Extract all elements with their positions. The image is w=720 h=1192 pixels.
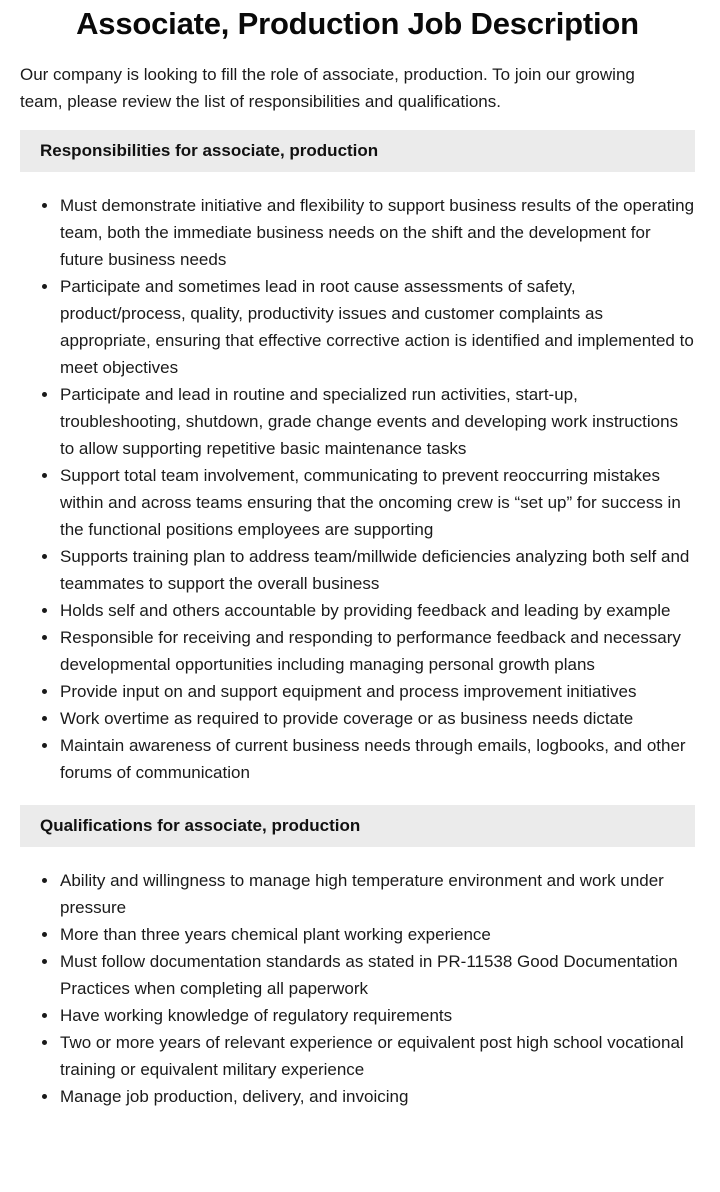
bullet-icon	[42, 635, 47, 640]
intro-paragraph: Our company is looking to fill the role of associate, production. To join our growing team, please review the list of responsibilities and qualifications.	[20, 65, 635, 111]
bullet-icon	[42, 473, 47, 478]
list-item-text: Support total team involvement, communicating to prevent reoccurring mistakes within and across teams ensuring that the oncoming crew is “set up” for success in the functional positions employees are supporting	[60, 466, 681, 539]
list-item	[20, 192, 696, 273]
list-item-text: Must demonstrate initiative and flexibility to support business results of the operating team, both the immediate business needs on the shift and the development for future business needs	[60, 196, 695, 269]
list-item-text: Two or more years of relevant experience or equivalent post high school vocational training or equivalent military experience	[60, 1033, 684, 1079]
list-item	[20, 948, 696, 1002]
list-item	[20, 1029, 696, 1083]
bullet-icon	[42, 743, 47, 748]
bullet-icon	[42, 392, 47, 397]
list-item	[20, 462, 696, 543]
list-item-text: Manage job production, delivery, and invoicing	[60, 1087, 409, 1106]
list-item-text: Maintain awareness of current business needs through emails, logbooks, and other forums of communication	[60, 736, 686, 782]
list-item	[20, 381, 696, 462]
list-item	[20, 705, 696, 732]
bullet-icon	[42, 1040, 47, 1045]
list-item	[20, 624, 696, 678]
bullet-icon	[42, 959, 47, 964]
responsibilities-list	[20, 192, 695, 786]
list-item	[20, 867, 696, 921]
list-item	[20, 273, 696, 381]
list-item-text: Provide input on and support equipment and process improvement initiatives	[60, 682, 637, 701]
bullet-icon	[42, 284, 47, 289]
bullet-icon	[42, 554, 47, 559]
list-item-text: Must follow documentation standards as stated in PR-11538 Good Documentation Practices when completing all paperwork	[60, 952, 678, 998]
bullet-icon	[42, 689, 47, 694]
list-item	[20, 921, 696, 948]
list-item-text: Participate and sometimes lead in root cause assessments of safety, product/process, quality, productivity issues and customer complaints as appropriate, ensuring that effective corrective action is identified and implemented to meet objectives	[60, 277, 694, 377]
list-item-text: Work overtime as required to provide coverage or as business needs dictate	[60, 709, 634, 728]
list-item-text: Ability and willingness to manage high temperature environment and work under pressure	[60, 871, 664, 917]
list-item	[20, 678, 696, 705]
qualifications-list	[20, 867, 695, 1110]
list-item-text: Responsible for receiving and responding to performance feedback and necessary developmental opportunities including managing personal growth plans	[60, 628, 681, 674]
responsibilities-heading: Responsibilities for associate, production	[20, 130, 695, 172]
list-item	[20, 543, 696, 597]
list-item	[20, 597, 696, 624]
list-item-text: More than three years chemical plant working experience	[60, 925, 491, 944]
bullet-icon	[42, 932, 47, 937]
bullet-icon	[42, 203, 47, 208]
list-item-text: Supports training plan to address team/millwide deficiencies analyzing both self and teammates to support the overall business	[60, 547, 690, 593]
bullet-icon	[42, 608, 47, 613]
bullet-icon	[42, 716, 47, 721]
bullet-icon	[42, 1013, 47, 1018]
bullet-icon	[42, 878, 47, 883]
page-title: Associate, Production Job Description	[76, 6, 639, 41]
list-item-text: Holds self and others accountable by providing feedback and leading by example	[60, 601, 671, 620]
bullet-icon	[42, 1094, 47, 1099]
list-item	[20, 1083, 696, 1110]
list-item-text: Have working knowledge of regulatory requirements	[60, 1006, 453, 1025]
list-item	[20, 732, 696, 786]
qualifications-heading: Qualifications for associate, production	[20, 805, 695, 847]
list-item	[20, 1002, 696, 1029]
list-item-text: Participate and lead in routine and specialized run activities, start-up, troubleshooting, shutdown, grade change events and developing work instructions to allow supporting repetitive basic maintenance tasks	[60, 385, 679, 458]
